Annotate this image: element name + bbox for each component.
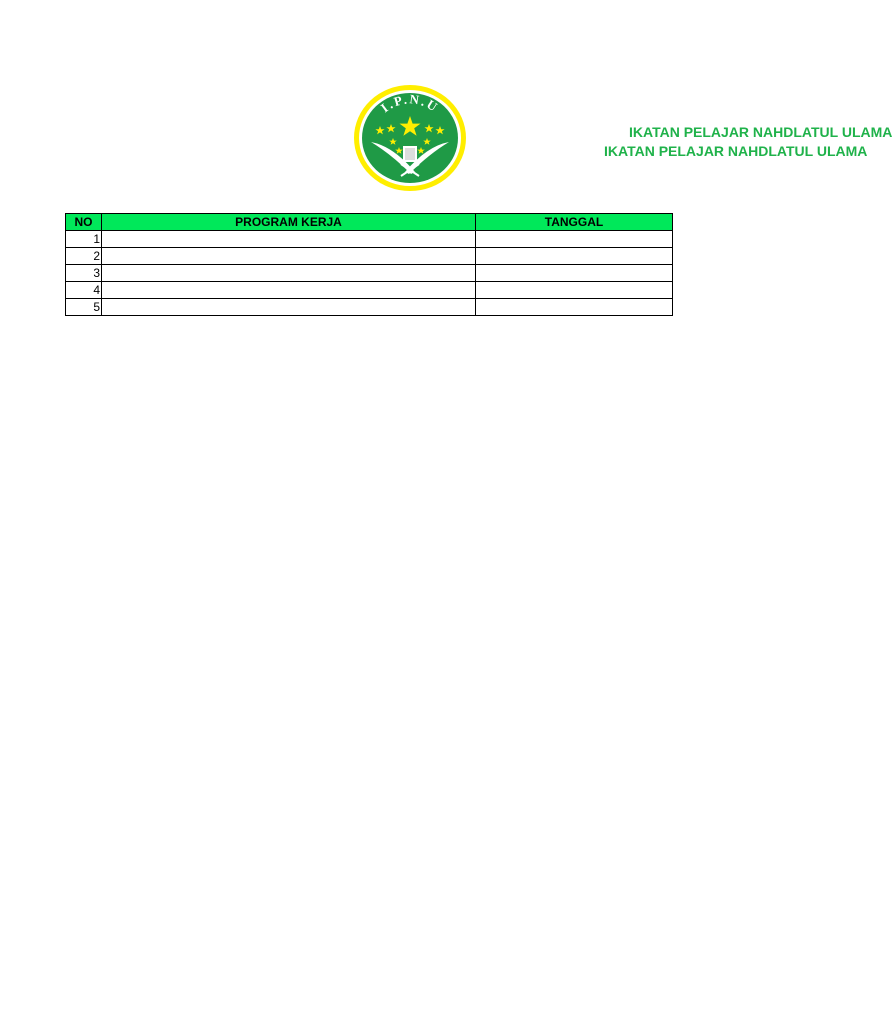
table-row [66, 282, 673, 299]
row-number: 3 [66, 265, 102, 282]
header-no: NO [66, 214, 102, 231]
header-program-kerja: PROGRAM KERJA [102, 214, 476, 231]
date-cell[interactable] [476, 265, 673, 282]
row-number: 5 [66, 299, 102, 316]
ipnu-logo [353, 84, 467, 192]
logo-text: I.P.N.U [377, 91, 442, 116]
organization-title: IKATAN PELAJAR NAHDLATUL ULAMA [629, 124, 892, 140]
table-header-row [66, 214, 673, 231]
date-cell[interactable] [476, 299, 673, 316]
date-cell[interactable] [476, 248, 673, 265]
organization-subtitle: IKATAN PELAJAR NAHDLATUL ULAMA [604, 143, 868, 159]
row-number: 1 [66, 231, 102, 248]
table-row [66, 299, 673, 316]
row-number: 2 [66, 248, 102, 265]
book-icon [403, 146, 417, 162]
row-number: 4 [66, 282, 102, 299]
date-cell[interactable] [476, 282, 673, 299]
program-cell[interactable] [102, 231, 476, 248]
table-row [66, 265, 673, 282]
program-cell[interactable] [102, 265, 476, 282]
program-cell[interactable] [102, 248, 476, 265]
program-table [65, 213, 673, 316]
program-cell[interactable] [102, 299, 476, 316]
table-row [66, 231, 673, 248]
date-cell[interactable] [476, 231, 673, 248]
table-row [66, 248, 673, 265]
program-cell[interactable] [102, 282, 476, 299]
header-tanggal: TANGGAL [476, 214, 673, 231]
